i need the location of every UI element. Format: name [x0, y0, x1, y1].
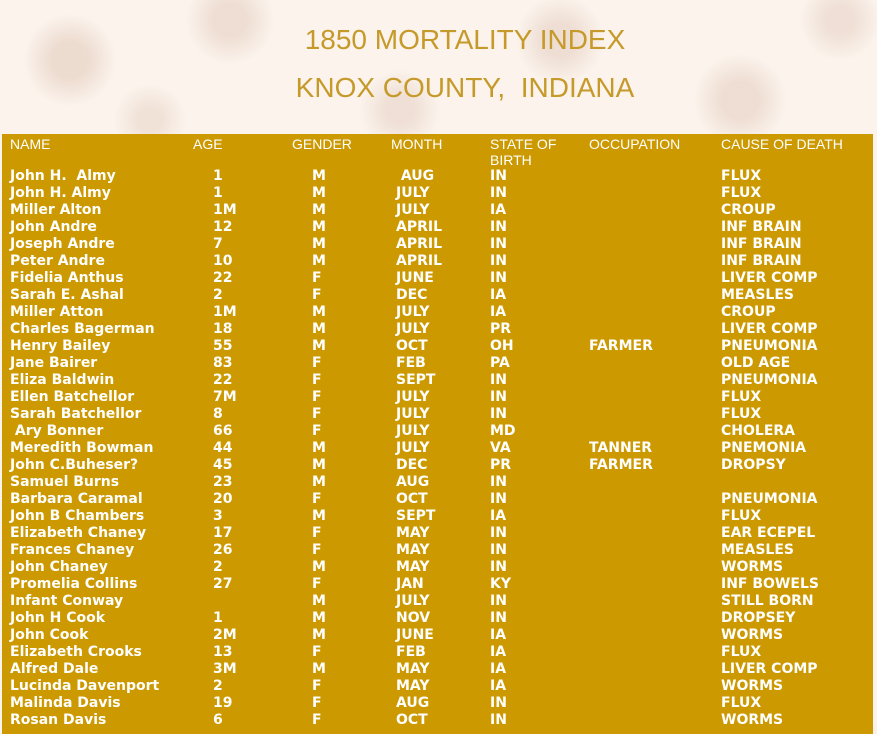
- cell-state-of-birth: IN: [490, 610, 507, 626]
- cell-state-of-birth: IN: [490, 559, 507, 575]
- cell-age: 17: [213, 525, 233, 541]
- cell-occupation: [581, 525, 713, 542]
- cell-age: 20: [213, 491, 233, 507]
- cell-month: JULY: [396, 423, 430, 439]
- cell-state-of-birth: MD: [490, 423, 516, 439]
- cell-month: JUNE: [396, 627, 434, 643]
- cell-name: Miller Atton: [10, 304, 104, 320]
- cell-state-of-birth: IA: [490, 678, 507, 694]
- cell-occupation: [581, 389, 713, 406]
- cell-cause-of-death: FLUX: [721, 406, 762, 422]
- cell-name: Sarah Batchellor: [10, 406, 142, 422]
- cell-month: APRIL: [396, 236, 443, 252]
- cell-occupation: [581, 712, 713, 729]
- table-row: [2, 610, 873, 627]
- cell-state-of-birth: PA: [490, 355, 510, 371]
- table-row: [2, 253, 873, 270]
- cell-gender: M: [312, 474, 326, 490]
- cell-state-of-birth: IA: [490, 304, 507, 320]
- cell-gender: M: [312, 457, 326, 473]
- cell-occupation: [581, 168, 713, 185]
- cell-cause-of-death: PNEMONIA: [721, 440, 807, 456]
- cell-gender: F: [312, 542, 322, 558]
- cell-month: OCT: [396, 491, 428, 507]
- cell-age: 1: [213, 610, 223, 626]
- cell-cause-of-death: PNEUMONIA: [721, 338, 818, 354]
- cell-age: 23: [213, 474, 233, 490]
- cell-gender: M: [312, 610, 326, 626]
- cell-month: MAY: [396, 678, 430, 694]
- table-row: [2, 712, 873, 729]
- cell-gender: F: [312, 355, 322, 371]
- cell-occupation: [581, 253, 713, 270]
- cell-age: 2M: [213, 627, 237, 643]
- table-row: [2, 202, 873, 219]
- cell-state-of-birth: IN: [490, 219, 507, 235]
- cell-name: Barbara Caramal: [10, 491, 143, 507]
- table-row: [2, 508, 873, 525]
- column-header-cause-of-death: CAUSE OF DEATH: [721, 136, 843, 152]
- cell-cause-of-death: WORMS: [721, 559, 784, 575]
- cell-occupation: [581, 219, 713, 236]
- table-row: [2, 372, 873, 389]
- cell-month: DEC: [396, 457, 428, 473]
- cell-age: 2: [213, 559, 223, 575]
- table-row: [2, 287, 873, 304]
- cell-name: Fidelia Anthus: [10, 270, 124, 286]
- cell-occupation: [581, 185, 713, 202]
- cell-gender: F: [312, 389, 322, 405]
- cell-age: 22: [213, 270, 233, 286]
- cell-age: 55: [213, 338, 233, 354]
- cell-occupation: [581, 593, 713, 610]
- table-row: [2, 678, 873, 695]
- cell-occupation: [581, 542, 713, 559]
- table-row: [2, 423, 873, 440]
- cell-month: JULY: [396, 321, 430, 337]
- table-header: [2, 136, 873, 168]
- table-row: [2, 695, 873, 712]
- cell-name: Malinda Davis: [10, 695, 121, 711]
- table-row: [2, 440, 873, 457]
- cell-age: 12: [213, 219, 233, 235]
- cell-occupation: [581, 491, 713, 508]
- table-row: [2, 542, 873, 559]
- cell-state-of-birth: IN: [490, 542, 507, 558]
- table-row: [2, 576, 873, 593]
- cell-month: JUNE: [396, 270, 434, 286]
- cell-gender: F: [312, 287, 322, 303]
- cell-name: John Andre: [10, 219, 97, 235]
- table-row: [2, 627, 873, 644]
- cell-month: JULY: [396, 202, 430, 218]
- cell-name: John Chaney: [10, 559, 108, 575]
- cell-cause-of-death: FLUX: [721, 695, 762, 711]
- cell-state-of-birth: IN: [490, 406, 507, 422]
- cell-age: 66: [213, 423, 233, 439]
- cell-cause-of-death: FLUX: [721, 185, 762, 201]
- cell-cause-of-death: MEASLES: [721, 287, 794, 303]
- cell-month: NOV: [396, 610, 431, 626]
- table-row: [2, 593, 873, 610]
- cell-month: APRIL: [396, 219, 443, 235]
- cell-age: 6: [213, 712, 223, 728]
- cell-state-of-birth: VA: [490, 440, 511, 456]
- cell-gender: M: [312, 168, 326, 184]
- cell-name: Rosan Davis: [10, 712, 107, 728]
- cell-month: OCT: [396, 712, 428, 728]
- cell-name: Eliza Baldwin: [10, 372, 115, 388]
- cell-state-of-birth: OH: [490, 338, 514, 354]
- column-header-month: MONTH: [391, 136, 443, 152]
- cell-age: 45: [213, 457, 233, 473]
- cell-age: 19: [213, 695, 233, 711]
- cell-name: Infant Conway: [10, 593, 124, 609]
- cell-month: JULY: [396, 440, 430, 456]
- cell-name: Peter Andre: [10, 253, 105, 269]
- cell-cause-of-death: LIVER COMP: [721, 270, 818, 286]
- cell-age: 1M: [213, 202, 237, 218]
- cell-month: MAY: [396, 542, 430, 558]
- cell-occupation: [581, 372, 713, 389]
- cell-state-of-birth: IN: [490, 695, 507, 711]
- cell-cause-of-death: WORMS: [721, 678, 784, 694]
- cell-month: MAY: [396, 661, 430, 677]
- cell-gender: M: [312, 440, 326, 456]
- cell-name: Elizabeth Crooks: [10, 644, 142, 660]
- cell-gender: M: [312, 593, 326, 609]
- cell-name: John Cook: [10, 627, 89, 643]
- table-body: [2, 168, 873, 729]
- cell-cause-of-death: FLUX: [721, 508, 762, 524]
- cell-gender: M: [312, 202, 326, 218]
- cell-state-of-birth: IN: [490, 491, 507, 507]
- cell-month: OCT: [396, 338, 428, 354]
- cell-name: Meredith Bowman: [10, 440, 154, 456]
- cell-age: 44: [213, 440, 233, 456]
- cell-occupation: [581, 355, 713, 372]
- cell-gender: M: [312, 627, 326, 643]
- cell-gender: M: [312, 338, 326, 354]
- cell-gender: F: [312, 270, 322, 286]
- table-row: [2, 185, 873, 202]
- table-row: [2, 457, 873, 474]
- cell-name: Elizabeth Chaney: [10, 525, 147, 541]
- cell-age: 2: [213, 678, 223, 694]
- table-row: [2, 304, 873, 321]
- table-row: [2, 355, 873, 372]
- cell-cause-of-death: CHOLERA: [721, 423, 795, 439]
- cell-gender: M: [312, 219, 326, 235]
- cell-cause-of-death: CROUP: [721, 304, 776, 320]
- page-header: [0, 0, 877, 112]
- cell-cause-of-death: EAR ECEPEL: [721, 525, 816, 541]
- table-row: [2, 321, 873, 338]
- cell-state-of-birth: IN: [490, 389, 507, 405]
- cell-month: FEB: [396, 644, 426, 660]
- cell-age: 1: [213, 185, 223, 201]
- cell-cause-of-death: WORMS: [721, 627, 784, 643]
- cell-occupation: [581, 202, 713, 219]
- cell-cause-of-death: FLUX: [721, 644, 762, 660]
- cell-age: 3: [213, 508, 223, 524]
- cell-month: MAY: [396, 525, 430, 541]
- cell-state-of-birth: IN: [490, 253, 507, 269]
- table-row: [2, 270, 873, 287]
- column-header-occupation: OCCUPATION: [589, 136, 681, 152]
- cell-age: 18: [213, 321, 233, 337]
- cell-age: 22: [213, 372, 233, 388]
- cell-cause-of-death: CROUP: [721, 202, 776, 218]
- cell-occupation: FARMER: [589, 338, 653, 354]
- cell-name: Charles Bagerman: [10, 321, 155, 337]
- cell-name: Lucinda Davenport: [10, 678, 160, 694]
- cell-occupation: [581, 576, 713, 593]
- cell-cause-of-death: INF BRAIN: [721, 219, 802, 235]
- cell-name: Ellen Batchellor: [10, 389, 135, 405]
- table-row: [2, 168, 873, 185]
- cell-gender: F: [312, 695, 322, 711]
- cell-occupation: [581, 610, 713, 627]
- cell-name: Joseph Andre: [10, 236, 115, 252]
- cell-age: 26: [213, 542, 233, 558]
- cell-name: John H. Almy: [10, 168, 116, 184]
- cell-occupation: [581, 270, 713, 287]
- cell-cause-of-death: INF BOWELS: [721, 576, 819, 592]
- cell-month: JULY: [396, 389, 430, 405]
- table-row: [2, 644, 873, 661]
- cell-state-of-birth: IA: [490, 661, 507, 677]
- header-row: [2, 136, 873, 168]
- cell-gender: M: [312, 185, 326, 201]
- cell-name: Promelia Collins: [10, 576, 138, 592]
- cell-gender: F: [312, 644, 322, 660]
- cell-name: Frances Chaney: [10, 542, 135, 558]
- cell-gender: M: [312, 304, 326, 320]
- cell-age: 7: [213, 236, 223, 252]
- cell-occupation: [581, 559, 713, 576]
- cell-cause-of-death: DROPSEY: [721, 610, 796, 626]
- cell-gender: F: [312, 712, 322, 728]
- cell-month: JULY: [396, 304, 430, 320]
- cell-month: JULY: [396, 593, 430, 609]
- page-subtitle: KNOX COUNTY, INDIANA: [295, 72, 635, 103]
- cell-age: 8: [213, 406, 223, 422]
- cell-cause-of-death: MEASLES: [721, 542, 794, 558]
- cell-gender: M: [312, 321, 326, 337]
- cell-cause-of-death: [713, 474, 873, 491]
- cell-occupation: [581, 423, 713, 440]
- cell-occupation: [581, 695, 713, 712]
- cell-state-of-birth: IN: [490, 185, 507, 201]
- table-row: [2, 474, 873, 491]
- cell-gender: M: [312, 508, 326, 524]
- column-header-name: NAME: [10, 136, 51, 152]
- cell-gender: F: [312, 678, 322, 694]
- cell-name: Miller Alton: [10, 202, 102, 218]
- cell-gender: F: [312, 406, 322, 422]
- cell-name: Henry Bailey: [10, 338, 111, 354]
- cell-occupation: [581, 678, 713, 695]
- cell-gender: M: [312, 253, 326, 269]
- cell-cause-of-death: FLUX: [721, 389, 762, 405]
- table-row: [2, 406, 873, 423]
- cell-state-of-birth: IN: [490, 525, 507, 541]
- cell-gender: M: [312, 661, 326, 677]
- cell-cause-of-death: FLUX: [721, 168, 762, 184]
- cell-age: 1M: [213, 304, 237, 320]
- cell-gender: F: [312, 525, 322, 541]
- cell-month: SEPT: [396, 508, 436, 524]
- cell-month: JULY: [396, 185, 430, 201]
- cell-age: 1: [213, 168, 223, 184]
- mortality-table: [2, 136, 873, 729]
- cell-gender: F: [312, 576, 322, 592]
- cell-name: John B Chambers: [10, 508, 145, 524]
- column-header-gender: GENDER: [292, 136, 352, 152]
- cell-cause-of-death: STILL BORN: [721, 593, 814, 609]
- cell-state-of-birth: IN: [490, 593, 507, 609]
- cell-state-of-birth: IN: [490, 236, 507, 252]
- table-row: [2, 559, 873, 576]
- table-row: [2, 525, 873, 542]
- cell-state-of-birth: IN: [490, 270, 507, 286]
- cell-age: 2: [213, 287, 223, 303]
- cell-state-of-birth: PR: [490, 321, 512, 337]
- cell-month: APRIL: [396, 253, 443, 269]
- table-row: [2, 338, 873, 355]
- cell-gender: M: [312, 236, 326, 252]
- cell-occupation: TANNER: [589, 440, 653, 456]
- table-row: [2, 389, 873, 406]
- cell-name: John C.Buheser?: [10, 457, 139, 473]
- page-title: 1850 MORTALITY INDEX: [304, 24, 626, 55]
- cell-age: 7M: [213, 389, 237, 405]
- table-row: [2, 661, 873, 678]
- cell-cause-of-death: OLD AGE: [721, 355, 791, 371]
- cell-name: Jane Bairer: [10, 355, 98, 371]
- cell-state-of-birth: IA: [490, 627, 507, 643]
- cell-name: Alfred Dale: [10, 661, 99, 677]
- column-header-state-of-birth: STATE OF BIRTH: [490, 136, 557, 168]
- cell-name: John H. Almy: [10, 185, 111, 201]
- cell-cause-of-death: DROPSY: [721, 457, 786, 473]
- cell-occupation: [581, 287, 713, 304]
- cell-cause-of-death: INF BRAIN: [721, 253, 802, 269]
- table-row: [2, 491, 873, 508]
- cell-state-of-birth: KY: [490, 576, 511, 592]
- cell-state-of-birth: PR: [490, 457, 512, 473]
- cell-occupation: [581, 304, 713, 321]
- cell-occupation: [581, 406, 713, 423]
- cell-month: MAY: [396, 559, 430, 575]
- cell-name: John H Cook: [10, 610, 106, 626]
- cell-gender: F: [312, 372, 322, 388]
- cell-age: 83: [213, 355, 233, 371]
- cell-gender: F: [312, 423, 322, 439]
- cell-state-of-birth: IA: [490, 202, 507, 218]
- cell-occupation: [581, 321, 713, 338]
- cell-gender: M: [312, 559, 326, 575]
- cell-month: DEC: [396, 287, 428, 303]
- mortality-table-container: [2, 134, 873, 734]
- cell-age: 3M: [213, 661, 237, 677]
- cell-occupation: [581, 661, 713, 678]
- cell-month: JULY: [396, 406, 430, 422]
- column-header-age: AGE: [193, 136, 223, 152]
- table-row: [2, 236, 873, 253]
- cell-gender: F: [312, 491, 322, 507]
- cell-cause-of-death: PNEUMONIA: [721, 372, 818, 388]
- cell-month: AUG: [396, 695, 430, 711]
- cell-cause-of-death: INF BRAIN: [721, 236, 802, 252]
- table-row: [2, 219, 873, 236]
- cell-occupation: [581, 508, 713, 525]
- cell-cause-of-death: WORMS: [721, 712, 784, 728]
- cell-occupation: [581, 627, 713, 644]
- cell-age: 27: [213, 576, 233, 592]
- cell-occupation: FARMER: [589, 457, 653, 473]
- cell-name: Samuel Burns: [10, 474, 120, 490]
- cell-occupation: [581, 644, 713, 661]
- cell-month: AUG: [396, 474, 430, 490]
- cell-cause-of-death: PNEUMONIA: [721, 491, 818, 507]
- cell-state-of-birth: IN: [490, 712, 507, 728]
- cell-state-of-birth: IN: [490, 168, 507, 184]
- cell-name: Sarah E. Ashal: [10, 287, 124, 303]
- cell-cause-of-death: LIVER COMP: [721, 661, 818, 677]
- cell-name: Ary Bonner: [10, 423, 104, 439]
- cell-month: JAN: [396, 576, 424, 592]
- cell-state-of-birth: IN: [490, 372, 507, 388]
- cell-age: 13: [213, 644, 233, 660]
- cell-month: SEPT: [396, 372, 436, 388]
- cell-occupation: [581, 474, 713, 491]
- cell-age: 10: [213, 253, 233, 269]
- cell-month: FEB: [396, 355, 426, 371]
- cell-age: [185, 593, 284, 610]
- cell-state-of-birth: IA: [490, 508, 507, 524]
- cell-state-of-birth: IA: [490, 287, 507, 303]
- cell-occupation: [581, 236, 713, 253]
- cell-month: AUG: [396, 168, 435, 184]
- cell-state-of-birth: IA: [490, 644, 507, 660]
- cell-state-of-birth: IN: [490, 474, 507, 490]
- cell-cause-of-death: LIVER COMP: [721, 321, 818, 337]
